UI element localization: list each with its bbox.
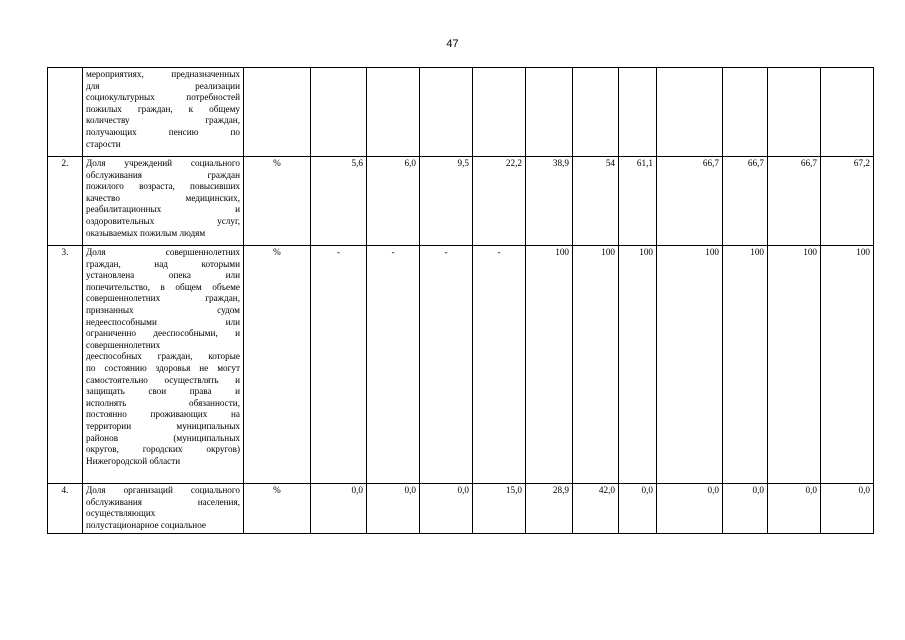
value-cell xyxy=(723,68,768,157)
value-cell: 100 xyxy=(526,246,573,484)
indicator-name-line: полустационарное социальное xyxy=(86,519,207,530)
value-cell: 0,0 xyxy=(657,484,723,534)
value-cell xyxy=(473,68,526,157)
indicator-name-line: для реализации xyxy=(86,80,240,91)
value-cell: 38,9 xyxy=(526,157,573,246)
indicator-name-line: районов (муниципальных xyxy=(86,432,240,443)
value-cell: 15,0 xyxy=(473,484,526,534)
value-cell: 100 xyxy=(821,246,874,484)
indicator-name-line: оказываемых пожилым людям xyxy=(86,227,206,238)
value-cell: 6,0 xyxy=(367,157,420,246)
indicator-name-line: получающих пенсию по xyxy=(86,126,240,137)
value-cell xyxy=(311,68,367,157)
indicator-name-line: мероприятиях, предназначенных xyxy=(86,69,240,79)
indicator-name-line: пожилых граждан, к общему xyxy=(86,103,240,114)
indicator-name-line: социокультурных потребностей xyxy=(86,92,240,103)
value-cell: 0,0 xyxy=(311,484,367,534)
indicator-name-line: постоянно проживающих на xyxy=(86,409,240,420)
page-number: 47 xyxy=(446,38,459,50)
indicator-name-line: количеству граждан, xyxy=(86,115,240,126)
value-cell xyxy=(768,68,821,157)
row-number: 4. xyxy=(48,484,83,534)
indicator-name-line: исполнять обязанности, xyxy=(86,397,240,408)
indicator-name-line: Доля учреждений социального xyxy=(86,158,240,168)
value-cell: - xyxy=(311,246,367,484)
value-cell: 66,7 xyxy=(768,157,821,246)
indicator-name-line: территории муниципальных xyxy=(86,420,240,431)
indicator-name xyxy=(83,246,244,484)
table-row xyxy=(48,68,874,157)
value-cell: 9,5 xyxy=(420,157,473,246)
indicator-name-line: совершеннолетних xyxy=(86,339,161,350)
unit-cell: % xyxy=(244,157,311,246)
indicator-name-line: граждан, над которыми xyxy=(86,258,240,269)
indicator-name-line: старости xyxy=(86,138,121,149)
indicator-name xyxy=(83,484,244,534)
value-cell: 5,6 xyxy=(311,157,367,246)
indicator-name-line: качество медицинских, xyxy=(86,192,240,203)
value-cell: 66,7 xyxy=(657,157,723,246)
value-cell: 61,1 xyxy=(619,157,657,246)
value-cell xyxy=(526,68,573,157)
unit-cell: % xyxy=(244,484,311,534)
value-cell: 100 xyxy=(573,246,619,484)
value-cell xyxy=(821,68,874,157)
indicator-name-line: реабилитационных и xyxy=(86,204,240,215)
value-cell: 100 xyxy=(723,246,768,484)
indicator-name-line: по состоянию здоровья не могут xyxy=(86,362,240,373)
value-cell xyxy=(573,68,619,157)
value-cell: 100 xyxy=(657,246,723,484)
row-number xyxy=(48,68,83,157)
table-row xyxy=(48,246,874,484)
indicator-name xyxy=(83,157,244,246)
value-cell: - xyxy=(420,246,473,484)
indicator-name-line: обслуживания граждан xyxy=(86,169,240,180)
value-cell: 100 xyxy=(619,246,657,484)
value-cell xyxy=(367,68,420,157)
value-cell: 100 xyxy=(768,246,821,484)
value-cell: 0,0 xyxy=(619,484,657,534)
unit-cell: % xyxy=(244,246,311,484)
table-row xyxy=(48,157,874,246)
indicator-name-line: Доля совершеннолетних xyxy=(86,247,240,257)
indicator-name-line: признанных судом xyxy=(86,304,240,315)
indicator-name xyxy=(83,68,244,157)
value-cell: 0,0 xyxy=(367,484,420,534)
value-cell: - xyxy=(367,246,420,484)
value-cell: 28,9 xyxy=(526,484,573,534)
row-number: 2. xyxy=(48,157,83,246)
indicator-name-line: округов, городских округов) xyxy=(86,444,240,455)
value-cell: 54 xyxy=(573,157,619,246)
value-cell: 42,0 xyxy=(573,484,619,534)
indicator-name-line: защищать свои права и xyxy=(86,386,240,397)
indicator-name-line: попечительство, в общем объеме xyxy=(86,281,240,292)
value-cell xyxy=(657,68,723,157)
value-cell: 0,0 xyxy=(768,484,821,534)
indicators-table xyxy=(47,67,874,534)
indicator-name-line: недееспособными или xyxy=(86,316,240,327)
value-cell: - xyxy=(473,246,526,484)
value-cell: 0,0 xyxy=(723,484,768,534)
value-cell: 0,0 xyxy=(420,484,473,534)
indicator-name-line: осуществляющих xyxy=(86,508,156,519)
indicator-name-line: пожилого возраста, повысивших xyxy=(86,181,240,192)
value-cell: 0,0 xyxy=(821,484,874,534)
table-row xyxy=(48,484,874,534)
indicator-name-line: самостоятельно осуществлять и xyxy=(86,374,240,385)
value-cell: 22,2 xyxy=(473,157,526,246)
value-cell xyxy=(619,68,657,157)
value-cell: 67,2 xyxy=(821,157,874,246)
unit-cell xyxy=(244,68,311,157)
value-cell xyxy=(420,68,473,157)
indicator-name-line: Доля организаций социального xyxy=(86,485,240,495)
value-cell: 66,7 xyxy=(723,157,768,246)
indicator-name-line: Нижегородской области xyxy=(86,455,181,466)
indicator-name-line: совершеннолетних граждан, xyxy=(86,293,240,304)
indicator-name-line: обслуживания населения, xyxy=(86,496,240,507)
indicator-name-line: ограниченно дееспособными, и xyxy=(86,328,240,339)
indicator-name-line: дееспособных граждан, которые xyxy=(86,351,240,362)
row-number: 3. xyxy=(48,246,83,484)
indicator-name-line: оздоровительных услуг, xyxy=(86,215,240,226)
indicator-name-line: установлена опека или xyxy=(86,270,240,281)
